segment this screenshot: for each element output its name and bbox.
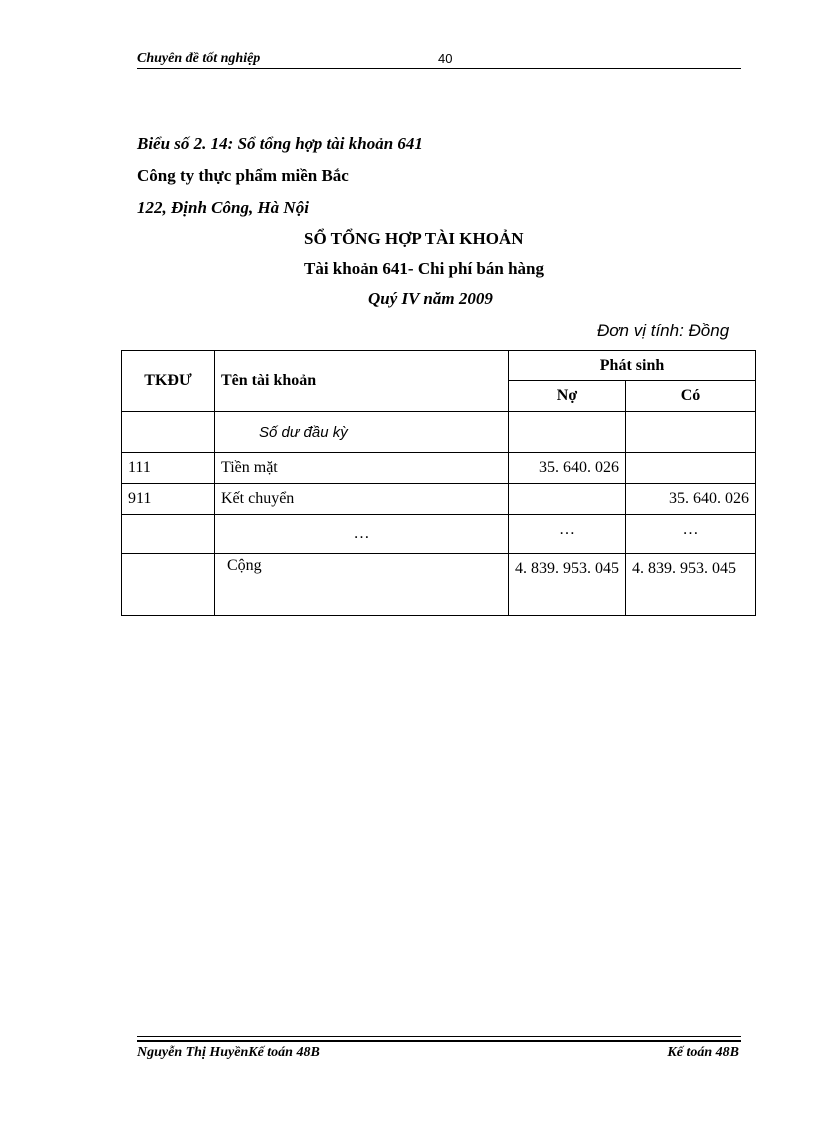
- account-title: Tài khoản 641- Chi phí bán hàng: [304, 259, 544, 278]
- book-title: SỔ TỔNG HỢP TÀI KHOẢN: [304, 229, 524, 248]
- table-row: [122, 412, 756, 453]
- table-row: [122, 453, 756, 484]
- cell-debit: …: [509, 515, 626, 554]
- cell-tkdu: [122, 515, 215, 554]
- table-total-row: [122, 554, 756, 616]
- footer-author: Nguyễn Thị HuyềnKế toán 48B: [137, 1045, 320, 1060]
- footer-divider-thin: [137, 1036, 741, 1037]
- cell-tkdu: [122, 554, 215, 616]
- cell-tkdu: 911: [122, 484, 215, 515]
- cell-total-label: Cộng: [215, 554, 509, 616]
- cell-credit: [626, 453, 756, 484]
- cell-debit: [509, 484, 626, 515]
- period: Quý IV năm 2009: [368, 289, 493, 308]
- currency-unit: Đơn vị tính: Đồng: [597, 321, 730, 340]
- header-tkdu: TKĐƯ: [122, 351, 215, 412]
- cell-account-name: …: [215, 515, 509, 554]
- table-row: [122, 515, 756, 554]
- header-title: Chuyên đề tốt nghiệp: [137, 51, 261, 66]
- header-account-name: Tên tài khoản: [215, 351, 509, 412]
- form-title: Biểu số 2. 14: Sổ tổng hợp tài khoản 641: [137, 134, 423, 153]
- cell-tkdu: [122, 412, 215, 453]
- cell-account-name: Kết chuyển: [215, 484, 509, 515]
- cell-credit: 35. 640. 026: [626, 484, 756, 515]
- footer-divider-thick: [137, 1040, 741, 1042]
- cell-total-credit: 4. 839. 953. 045: [626, 554, 756, 616]
- cell-tkdu: 111: [122, 453, 215, 484]
- cell-total-debit: 4. 839. 953. 045: [509, 554, 626, 616]
- header-debit: Nợ: [509, 381, 626, 412]
- company-address: 122, Định Công, Hà Nội: [137, 198, 309, 217]
- header-arising: Phát sinh: [509, 351, 756, 381]
- company-name: Công ty thực phẩm miền Bắc: [137, 166, 349, 185]
- cell-debit: [509, 412, 626, 453]
- cell-debit: 35. 640. 026: [509, 453, 626, 484]
- footer-class: Kế toán 48B: [667, 1045, 739, 1060]
- ledger-table: [121, 350, 756, 616]
- cell-credit: [626, 412, 756, 453]
- header-credit: Có: [626, 381, 756, 412]
- cell-account-name: Tiền mặt: [215, 453, 509, 484]
- page-number: 40: [438, 51, 453, 66]
- table-row: [122, 484, 756, 515]
- table-header-row: [122, 351, 756, 381]
- header-divider: [137, 68, 741, 69]
- cell-credit: …: [626, 515, 756, 554]
- cell-account-name: Số dư đầu kỳ: [215, 412, 509, 453]
